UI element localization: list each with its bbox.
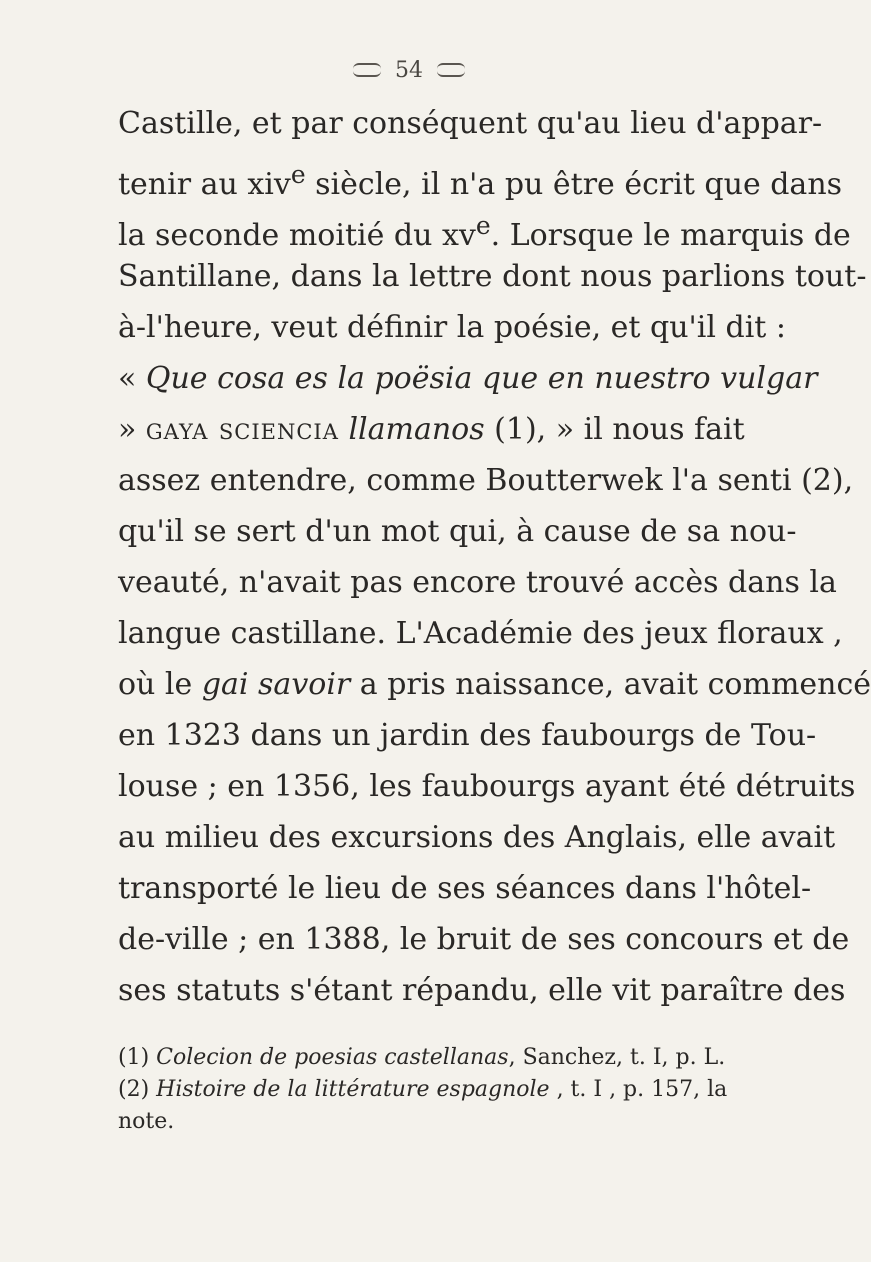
text-line: » gaya sciencia llamanos (1), » il nous fait: [118, 412, 745, 447]
footnote-1: (1) Colecion de poesias castellanas, Sanchez, t. I, p. L.: [118, 1045, 726, 1070]
text-line: transporté le lieu de ses séances dans l'hôtel-: [118, 871, 812, 906]
text-line: Castille, et par conséquent qu'au lieu d'appar-: [118, 106, 823, 141]
text-line: langue castillane. L'Académie des jeux floraux ,: [118, 616, 843, 651]
text-line: tenir au xiv$^e$ siècle, il n'a pu être écrit que dans: [118, 160, 843, 202]
page-header: [118, 54, 700, 86]
text-line: veauté, n'avait pas encore trouvé accès dans la: [118, 565, 837, 600]
text-line: louse ; en 1356, les faubourgs ayant été détruits: [118, 769, 856, 804]
text-line: qu'il se sert d'un mot qui, à cause de sa nou-: [118, 514, 797, 549]
text-line: assez entendre, comme Boutterwek l'a senti (2),: [118, 463, 854, 498]
text-line: au milieu des excursions des Anglais, elle avait: [118, 820, 836, 855]
text-line: en 1323 dans un jardin des faubourgs de Tou-: [118, 718, 817, 753]
text-line: de-ville ; en 1388, le bruit de ses concours et de: [118, 922, 850, 957]
footnote-2: (2) Histoire de la littérature espagnole , t. I , p. 157, la: [118, 1077, 728, 1102]
ornament-right-icon: [437, 63, 465, 77]
page-number: 54: [395, 57, 423, 83]
text-line: la seconde moitié du $xv^e$. Lorsque le marquis de: [118, 211, 851, 253]
footnote-2-continued: note.: [118, 1109, 175, 1134]
text-line: ses statuts s'étant répandu, elle vit paraître des: [118, 973, 846, 1008]
text-line: Santillane, dans la lettre dont nous parlions tout-: [118, 259, 867, 294]
text-line: où le gai savoir a pris naissance, avait commencé: [118, 667, 871, 702]
body-text: [118, 98, 871, 1016]
ornament-left-icon: [353, 63, 381, 77]
text-line: à-l'heure, veut définir la poésie, et qu'il dit :: [118, 310, 786, 345]
text-line: « Que cosa es la poësia que en nuestro vulgar: [118, 361, 818, 396]
footnotes: [118, 1042, 728, 1138]
